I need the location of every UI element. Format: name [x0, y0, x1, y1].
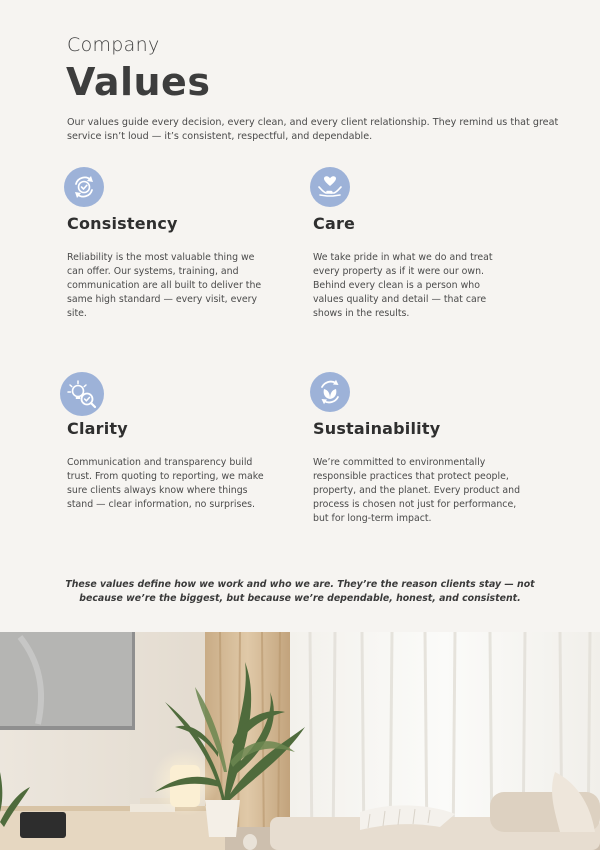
clarity-icon	[60, 372, 104, 416]
section-eyebrow: Company	[67, 34, 160, 56]
value-body-care: We take pride in what we do and treat every property as if it were our own. Behind every clean is a person who values quality and detail — that care shows in the results.	[313, 252, 493, 319]
care-icon	[310, 167, 350, 207]
value-card-sustainability	[313, 372, 523, 526]
value-title-clarity: Clarity	[67, 419, 128, 438]
value-body-clarity: Communication and transparency build trust. From quoting to reporting, we make sure clients always know where things stand — clear information, no surprises.	[67, 457, 264, 510]
value-body-sustainability: We’re committed to environmentally responsible practices that protect people, property, and the planet. Every product and process is chosen not just for performance, but for long-term impact.	[313, 457, 521, 524]
value-body-consistency: Reliability is the most valuable thing we can offer. Our systems, training, and communication are all built to deliver the same high standard — every visit, every site.	[67, 252, 262, 319]
consistency-icon	[64, 167, 104, 207]
value-card-care	[313, 167, 513, 321]
value-title-care: Care	[313, 214, 356, 233]
sustainability-icon	[310, 372, 350, 412]
value-card-consistency	[67, 167, 267, 321]
page-title: Values	[66, 60, 211, 104]
value-title-sustainability: Sustainability	[313, 419, 441, 438]
value-title-consistency: Consistency	[67, 214, 178, 233]
closing-statement: These values define how we work and who we are. They’re the reason clients stay — not because we’re the biggest, but because we’re dependable, honest, and consistent.	[65, 579, 535, 604]
value-card-clarity	[67, 372, 267, 512]
intro-paragraph: Our values guide every decision, every clean, and every client relationship. They remind us that great service isn’t loud — it’s consistent, respectful, and dependable.	[67, 117, 559, 142]
living-room-photo	[0, 632, 600, 850]
